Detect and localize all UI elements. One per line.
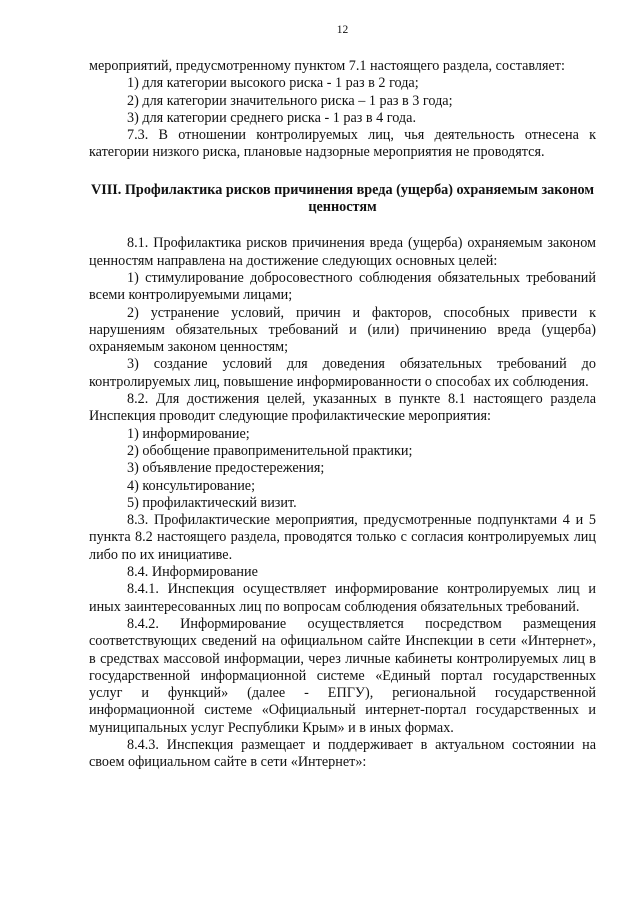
list-item-8-1-3: 3) создание условий для доведения обязательных требований до контролируемых лиц, повышение информированности о способах их соблюдения. <box>89 356 596 390</box>
list-item-8-2-5: 5) профилактический визит. <box>127 494 297 511</box>
section-heading: VIII. Профилактика рисков причинения вреда (ущерба) охраняемым законом ценностям <box>90 181 595 216</box>
paragraph-8-4-2: 8.4.2. Информирование осуществляется посредством размещения соответствующих сведений на официальном сайте Инспекции в сети «Интернет», в средствах массовой информации, через личные кабинеты контролируемых лиц в государственной информационной системе «Единый портал государственных услуг и функций» (далее - ЕПГУ), региональной государственной информационной системе «Официальный интернет-портал государственных и муниципальных услуг Республики Крым» и в иных формах. <box>89 615 596 736</box>
list-item-medium-risk: 3) для категории среднего риска - 1 раз в 4 года. <box>127 109 416 126</box>
paragraph-continuation: мероприятий, предусмотренному пунктом 7.1 настоящего раздела, составляет: <box>89 58 565 74</box>
subsection-title-8-4: 8.4. Информирование <box>127 564 258 581</box>
list-item-8-2-2: 2) обобщение правоприменительной практики; <box>127 442 413 459</box>
list-item-8-1-1: 1) стимулирование добросовестного соблюдения обязательных требований всеми контролируемыми лицами; <box>89 269 596 304</box>
paragraph-8-3: 8.3. Профилактические мероприятия, предусмотренные подпунктами 4 и 5 пункта 8.2 настоящего раздела, проводятся только с согласия контролируемых лиц либо по их инициативе. <box>89 512 596 563</box>
paragraph-7-3: 7.3. В отношении контролируемых лиц, чья деятельность отнесена к категории низкого риска, плановые надзорные мероприятия не проводятся. <box>89 127 596 161</box>
paragraph-8-1: 8.1. Профилактика рисков причинения вреда (ущерба) охраняемым законом ценностям направлена на достижение следующих основных целей: <box>89 235 596 269</box>
list-item-8-1-2: 2) устранение условий, причин и факторов, способных привести к нарушениям обязательных требований и (или) причинению вреда (ущерба) охраняемым законом ценностям; <box>89 304 596 356</box>
list-item-significant-risk: 2) для категории значительного риска – 1 раз в 3 года; <box>127 92 453 109</box>
list-item-8-2-4: 4) консультирование; <box>127 477 256 494</box>
paragraph-8-4-3: 8.4.3. Инспекция размещает и поддерживает в актуальном состоянии на своем официальном сайте в сети «Интернет»: <box>89 736 596 771</box>
page-number: 12 <box>336 24 349 36</box>
list-item-high-risk: 1) для категории высокого риска - 1 раз в 2 года; <box>127 75 419 92</box>
paragraph-8-4-1: 8.4.1. Инспекция осуществляет информирование контролируемых лиц и иных заинтересованных лиц по вопросам соблюдения обязательных требований. <box>89 581 596 615</box>
list-item-8-2-3: 3) объявление предостережения; <box>127 460 325 477</box>
paragraph-8-2: 8.2. Для достижения целей, указанных в пункте 8.1 настоящего раздела Инспекция проводит следующие профилактические мероприятия: <box>89 391 596 425</box>
list-item-8-2-1: 1) информирование; <box>127 425 250 442</box>
